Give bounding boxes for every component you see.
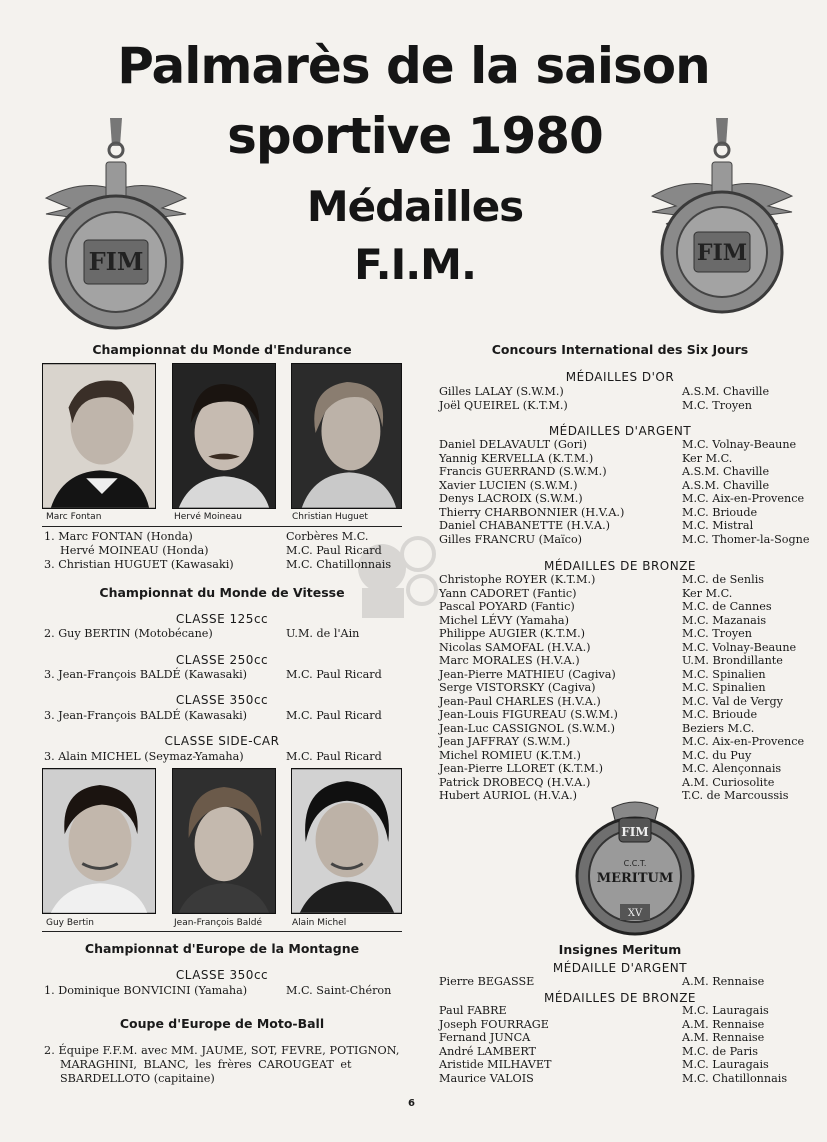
result-club: M.C. Lauragais <box>682 1004 769 1017</box>
result-row <box>439 385 819 399</box>
result-row <box>439 776 819 790</box>
result-club: Ker M.C. <box>682 586 733 600</box>
result-club: A.S.M. Chaville <box>682 385 770 398</box>
result-name: Michel LÉVY (Yamaha) <box>439 613 569 627</box>
result-row <box>439 399 819 413</box>
svg-text:FIM: FIM <box>88 247 144 276</box>
vitesse-class-250-name: 3. Jean-François BALDÉ (Kawasaki) <box>44 668 248 681</box>
result-club: M.C. de Senlis <box>682 573 765 586</box>
result-row <box>439 762 819 776</box>
result-name: Fernand JUNCA <box>439 1031 531 1044</box>
page-number: 6 <box>408 1098 415 1109</box>
result-club: M.C. Troyen <box>682 398 752 412</box>
result-name: Yannig KERVELLA (K.T.M.) <box>439 451 594 465</box>
vitesse-class-350-name: 3. Jean-François BALDÉ (Kawasaki) <box>44 709 248 722</box>
result-club: M.C. Mazanais <box>682 613 767 627</box>
montagne-class-label: CLASSE 350cc <box>175 968 269 982</box>
title-line-4: F.I.M. <box>354 240 476 289</box>
photo-guy-bertin <box>42 768 156 914</box>
six-jours-argent-label: MÉDAILLES D'ARGENT <box>548 424 692 438</box>
vitesse-heading: Championnat du Monde de Vitesse <box>99 585 345 600</box>
result-name: Pierre BEGASSE <box>439 975 535 988</box>
result-name: Francis GUERRAND (S.W.M.) <box>439 465 607 478</box>
caption-herve-moineau: Hervé Moineau <box>174 512 242 522</box>
endurance-result-3-club: M.C. Chatillonnais <box>286 558 392 571</box>
result-row <box>439 627 819 641</box>
photo-jean-francois-balde <box>172 768 276 914</box>
vitesse-class-sidecar-club: M.C. Paul Ricard <box>286 750 382 763</box>
result-club: A.M. Curiosolite <box>682 775 775 789</box>
result-name: Nicolas SAMOFAL (H.V.A.) <box>439 640 591 654</box>
result-row <box>439 1072 819 1086</box>
result-name: André LAMBERT <box>439 1044 537 1058</box>
six-jours-or-label: MÉDAILLES D'OR <box>565 370 675 384</box>
caption-alain-michel: Alain Michel <box>292 918 347 928</box>
vitesse-class-125-club: U.M. de l'Ain <box>286 627 360 640</box>
result-club: M.C. Troyen <box>682 627 752 640</box>
result-row <box>439 465 819 479</box>
result-club: A.M. Rennaise <box>682 975 765 988</box>
meritum-heading: Insignes Meritum <box>558 942 682 957</box>
result-row <box>439 587 819 601</box>
endurance-result-1-name: 1. Marc FONTAN (Honda) <box>44 530 193 543</box>
caption-guy-bertin: Guy Bertin <box>46 918 95 928</box>
six-jours-heading: Concours International des Six Jours <box>491 342 749 357</box>
vitesse-class-sidecar-label: CLASSE SIDE-CAR <box>164 734 280 748</box>
vitesse-class-250-label: CLASSE 250cc <box>175 653 269 667</box>
endurance-result-2-club: M.C. Paul Ricard <box>286 544 382 557</box>
result-club: M.C. Thomer-la-Sogne <box>682 532 810 546</box>
result-club: M.C. Mistral <box>682 519 754 532</box>
result-club: M.C. Spinalien <box>682 681 766 694</box>
result-row <box>439 641 819 655</box>
result-row <box>439 722 819 736</box>
result-name: Philippe AUGIER (K.T.M.) <box>439 627 586 640</box>
endurance-heading: Championnat du Monde d'Endurance <box>92 342 352 357</box>
motoball-line-3: SBARDELLOTO (capitaine) <box>60 1072 215 1085</box>
result-name: Serge VISTORSKY (Cagiva) <box>439 681 596 694</box>
result-club: M.C. Alençonnais <box>682 762 782 775</box>
result-club: M.C. de Paris <box>682 1044 758 1058</box>
result-name: Jean-Pierre LLORET (K.T.M.) <box>439 762 604 775</box>
result-name: Gilles FRANCRU (Maïco) <box>439 532 583 546</box>
caption-christian-huguet: Christian Huguet <box>292 512 368 522</box>
result-row <box>439 600 819 614</box>
result-club: M.C. Val de Vergy <box>682 694 783 708</box>
result-name: Marc MORALES (H.V.A.) <box>439 654 580 667</box>
result-club: A.M. Rennaise <box>682 1017 765 1031</box>
vitesse-class-125-label: CLASSE 125cc <box>175 612 269 626</box>
result-row <box>439 519 819 533</box>
result-club: M.C. Aix-en-Provence <box>682 492 805 505</box>
meritum-bronze-list <box>439 1004 819 1085</box>
result-row <box>439 668 819 682</box>
fim-medal-left-image <box>42 118 190 338</box>
result-row <box>439 479 819 493</box>
result-name: Thierry CHARBONNIER (H.V.A.) <box>439 505 625 519</box>
vitesse-class-250-club: M.C. Paul Ricard <box>286 668 382 681</box>
result-row <box>439 1045 819 1059</box>
result-club: Beziers M.C. <box>682 721 755 735</box>
result-name: Hubert AURIOL (H.V.A.) <box>439 789 578 802</box>
result-club: Ker M.C. <box>682 451 733 465</box>
svg-text:FIM: FIM <box>696 240 748 266</box>
result-row <box>439 492 819 506</box>
meritum-bronze-label: MÉDAILLES DE BRONZE <box>543 991 697 1005</box>
endurance-result-3-name: 3. Christian HUGUET (Kawasaki) <box>44 558 234 571</box>
vitesse-class-sidecar-name: 3. Alain MICHEL (Seymaz-Yamaha) <box>44 750 244 763</box>
result-club: M.C. Volnay-Beaune <box>682 640 797 654</box>
result-name: Jean-Luc CASSIGNOL (S.W.M.) <box>439 721 615 735</box>
result-row <box>439 735 819 749</box>
result-name: Gilles LALAY (S.W.M.) <box>439 385 564 398</box>
result-club: A.S.M. Chaville <box>682 478 770 492</box>
result-row <box>439 614 819 628</box>
result-row <box>439 695 819 709</box>
svg-text:MERITUM: MERITUM <box>596 871 674 886</box>
photo-herve-moineau <box>172 363 276 509</box>
result-name: Patrick DROBECQ (H.V.A.) <box>439 775 591 789</box>
endurance-divider <box>42 526 402 527</box>
result-name: Jean-Louis FIGUREAU (S.W.M.) <box>439 708 618 721</box>
photo-marc-fontan <box>42 363 156 509</box>
six-jours-bronze-label: MÉDAILLES DE BRONZE <box>543 559 697 573</box>
montagne-result-club: M.C. Saint-Chéron <box>286 984 392 997</box>
vitesse-class-350-club: M.C. Paul Ricard <box>286 709 382 722</box>
meritum-argent-label: MÉDAILLE D'ARGENT <box>552 961 688 975</box>
result-name: Pascal POYARD (Fantic) <box>439 600 575 613</box>
result-name: Jean JAFFRAY (S.W.M.) <box>439 735 571 748</box>
result-club: T.C. de Marcoussis <box>682 789 789 802</box>
result-row <box>439 506 819 520</box>
result-club: A.M. Rennaise <box>682 1031 765 1044</box>
result-name: Jean-Paul CHARLES (H.V.A.) <box>439 694 601 708</box>
endurance-result-1-club: Corbères M.C. <box>286 530 369 543</box>
result-row <box>439 708 819 722</box>
result-name: Joël QUEIREL (K.T.M.) <box>439 398 568 412</box>
result-club: M.C. Lauragais <box>682 1058 769 1071</box>
result-name: Denys LACROIX (S.W.M.) <box>439 492 583 505</box>
meritum-argent-list <box>439 975 819 989</box>
result-name: Daniel DELAVAULT (Gori) <box>439 438 587 451</box>
result-name: Michel ROMIEU (K.T.M.) <box>439 748 581 762</box>
svg-text:C.C.T.: C.C.T. <box>623 859 647 868</box>
montagne-result-name: 1. Dominique BONVICINI (Yamaha) <box>44 984 248 997</box>
result-row <box>439 1031 819 1045</box>
vitesse-class-350-label: CLASSE 350cc <box>175 693 269 707</box>
result-name: Aristide MILHAVET <box>439 1058 552 1071</box>
vitesse-divider <box>42 931 402 932</box>
result-row <box>439 749 819 763</box>
six-jours-bronze-list <box>439 573 819 803</box>
motoball-line-2: MARAGHINI, BLANC, les frères CAROUGEAT et <box>60 1058 352 1071</box>
result-name: Christophe ROYER (K.T.M.) <box>439 573 596 586</box>
montagne-heading: Championnat d'Europe de la Montagne <box>84 941 360 956</box>
result-row <box>439 654 819 668</box>
result-name: Maurice VALOIS <box>439 1071 534 1085</box>
title-line-2: sportive 1980 <box>227 107 603 165</box>
caption-marc-fontan: Marc Fontan <box>46 512 102 522</box>
result-row <box>439 1058 819 1072</box>
vitesse-class-125-name: 2. Guy BERTIN (Motobécane) <box>44 627 213 640</box>
six-jours-argent-list <box>439 438 819 546</box>
photo-alain-michel <box>291 768 402 914</box>
result-row <box>439 1018 819 1032</box>
result-row <box>439 452 819 466</box>
result-club: M.C. Brioude <box>682 505 758 519</box>
result-row <box>439 573 819 587</box>
result-club: M.C. de Cannes <box>682 600 772 613</box>
result-name: Paul FABRE <box>439 1004 507 1017</box>
six-jours-or-list <box>439 385 819 412</box>
result-name: Jean-Pierre MATHIEU (Cagiva) <box>439 667 616 681</box>
result-row <box>439 533 819 547</box>
motoball-line-1: 2. Équipe F.F.M. avec MM. JAUME, SOT, FEVRE, POTIGNON, <box>44 1044 400 1057</box>
result-club: A.S.M. Chaville <box>682 465 770 478</box>
result-club: M.C. Volnay-Beaune <box>682 438 797 451</box>
result-row <box>439 975 819 989</box>
title-line-1: Palmarès de la saison <box>117 37 710 95</box>
result-name: Xavier LUCIEN (S.W.M.) <box>439 478 578 492</box>
result-row <box>439 1004 819 1018</box>
meritum-badge-image <box>572 800 698 936</box>
result-name: Daniel CHABANETTE (H.V.A.) <box>439 519 611 532</box>
result-name: Joseph FOURRAGE <box>439 1017 549 1031</box>
motoball-heading: Coupe d'Europe de Moto-Ball <box>119 1016 325 1031</box>
result-row <box>439 438 819 452</box>
fim-medal-right-image <box>648 118 796 318</box>
result-club: M.C. Chatillonnais <box>682 1071 788 1085</box>
result-club: U.M. Brondillante <box>682 654 783 667</box>
svg-text:XV: XV <box>627 908 643 919</box>
result-name: Yann CADORET (Fantic) <box>439 586 577 600</box>
result-club: M.C. du Puy <box>682 748 752 762</box>
caption-jean-francois-balde: Jean-François Baldé <box>174 918 263 928</box>
result-club: M.C. Brioude <box>682 708 758 721</box>
endurance-result-2-name: Hervé MOINEAU (Honda) <box>60 544 209 557</box>
title-line-3: Médailles <box>306 182 524 231</box>
result-club: M.C. Spinalien <box>682 667 766 681</box>
photo-christian-huguet <box>291 363 402 509</box>
result-row <box>439 681 819 695</box>
svg-text:FIM: FIM <box>621 825 649 839</box>
result-club: M.C. Aix-en-Provence <box>682 735 805 748</box>
